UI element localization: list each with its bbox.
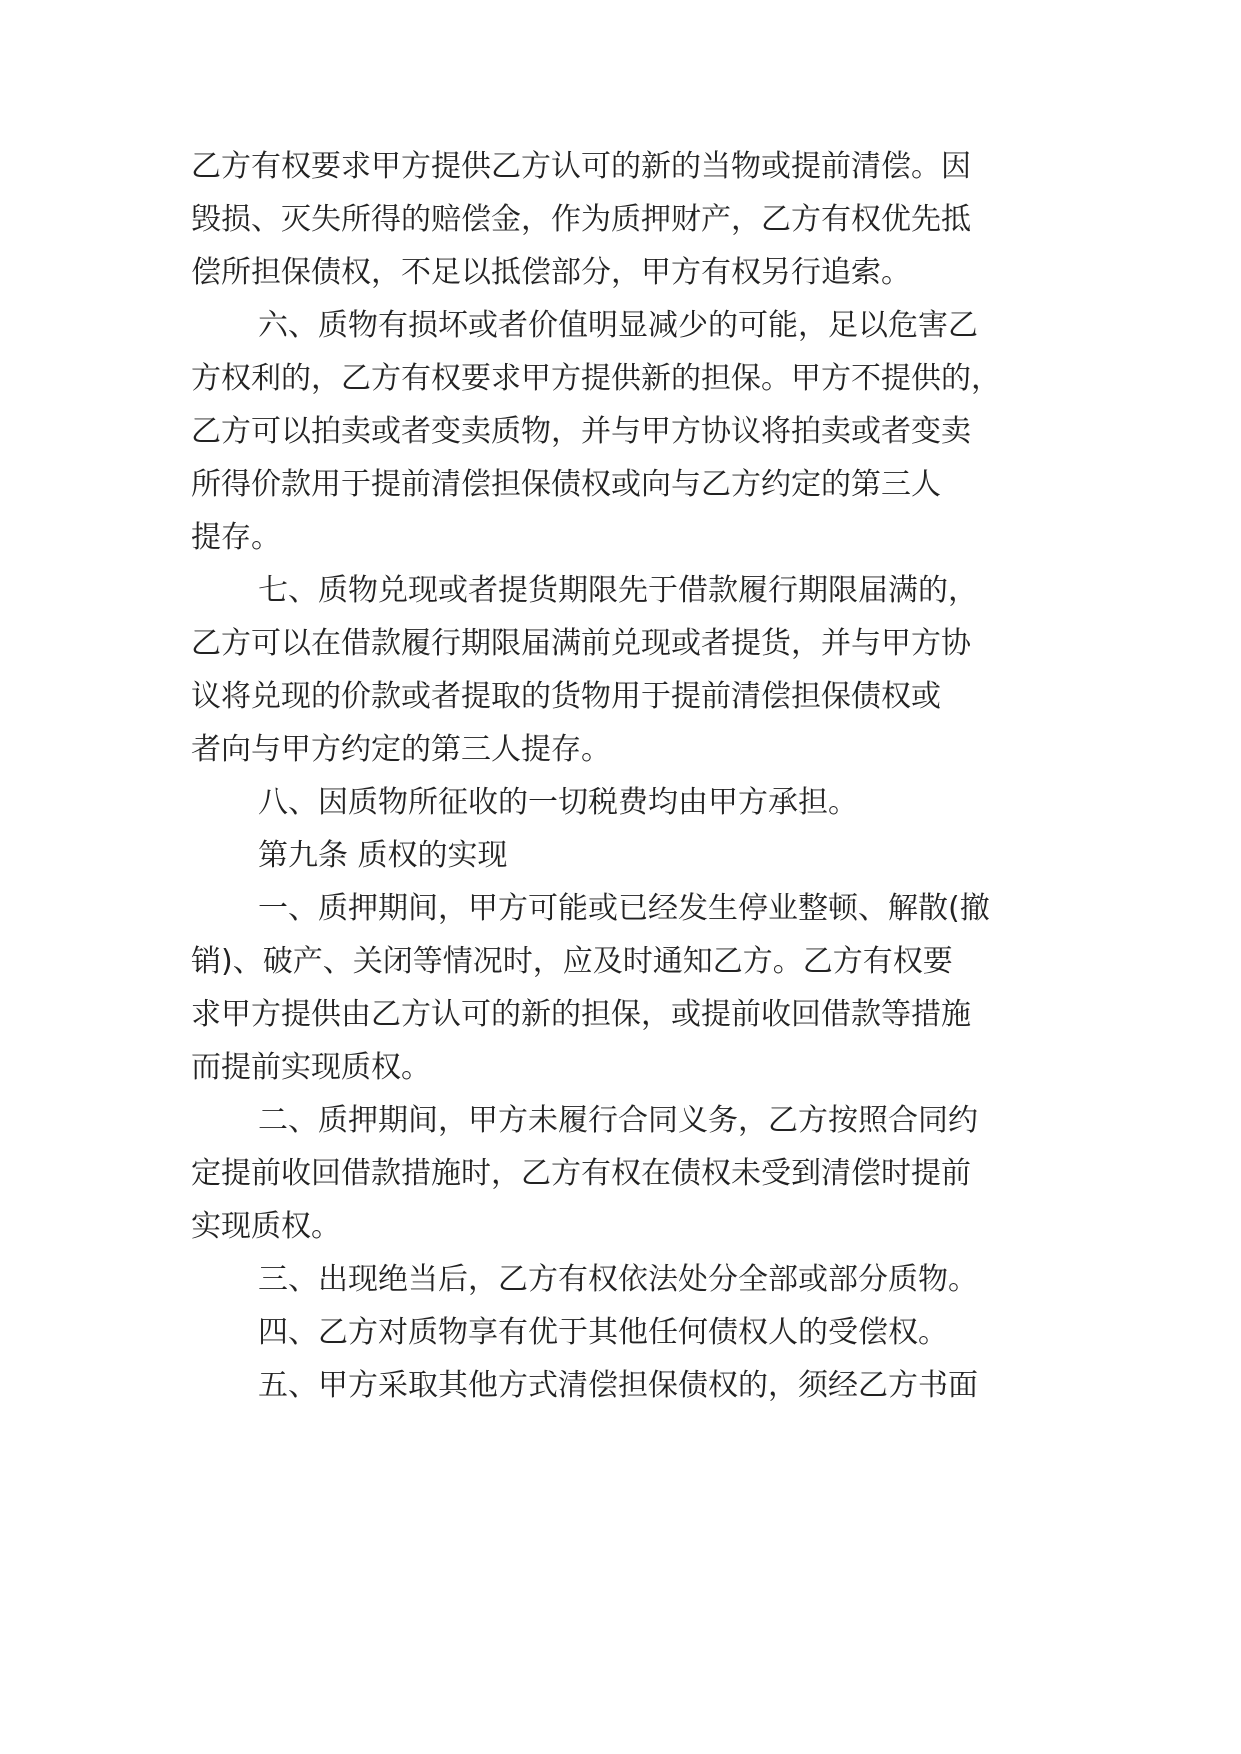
text-line: 者向与甲方约定的第三人提存。 bbox=[191, 732, 611, 767]
text-line: 求甲方提供由乙方认可的新的担保，或提前收回借款等措施 bbox=[191, 997, 971, 1032]
text-line: 一、质押期间，甲方可能或已经发生停业整顿、解散(撤 bbox=[258, 891, 990, 926]
text-line: 八、因质物所征收的一切税费均由甲方承担。 bbox=[258, 785, 858, 820]
text-line: 四、乙方对质物享有优于其他任何债权人的受偿权。 bbox=[258, 1315, 948, 1350]
text-line: 议将兑现的价款或者提取的货物用于提前清偿担保债权或 bbox=[191, 679, 941, 714]
text-line: 毁损、灭失所得的赔偿金，作为质押财产，乙方有权优先抵 bbox=[191, 202, 971, 237]
text-line: 七、质物兑现或者提货期限先于借款履行期限届满的， bbox=[258, 573, 978, 608]
text-line: 提存。 bbox=[191, 520, 281, 555]
text-line: 销)、破产、关闭等情况时，应及时通知乙方。乙方有权要 bbox=[191, 944, 953, 979]
text-line: 乙方可以拍卖或者变卖质物，并与甲方协议将拍卖或者变卖 bbox=[191, 414, 971, 449]
section-heading: 第九条 质权的实现 bbox=[258, 838, 508, 873]
text-line: 定提前收回借款措施时，乙方有权在债权未受到清偿时提前 bbox=[191, 1156, 971, 1191]
text-line: 所得价款用于提前清偿担保债权或向与乙方约定的第三人 bbox=[191, 467, 941, 502]
text-line: 方权利的，乙方有权要求甲方提供新的担保。甲方不提供的， bbox=[191, 361, 1001, 396]
text-line: 二、质押期间，甲方未履行合同义务，乙方按照合同约 bbox=[258, 1103, 978, 1138]
text-line: 六、质物有损坏或者价值明显减少的可能，足以危害乙 bbox=[258, 308, 978, 343]
text-line: 乙方可以在借款履行期限届满前兑现或者提货，并与甲方协 bbox=[191, 626, 971, 661]
text-line: 实现质权。 bbox=[191, 1209, 341, 1244]
text-line: 五、甲方采取其他方式清偿担保债权的，须经乙方书面 bbox=[258, 1368, 978, 1403]
text-line: 偿所担保债权，不足以抵偿部分，甲方有权另行追索。 bbox=[191, 255, 911, 290]
text-line: 而提前实现质权。 bbox=[191, 1050, 431, 1085]
text-line: 三、出现绝当后，乙方有权依法处分全部或部分质物。 bbox=[258, 1262, 978, 1297]
text-line: 乙方有权要求甲方提供乙方认可的新的当物或提前清偿。因 bbox=[191, 149, 971, 184]
